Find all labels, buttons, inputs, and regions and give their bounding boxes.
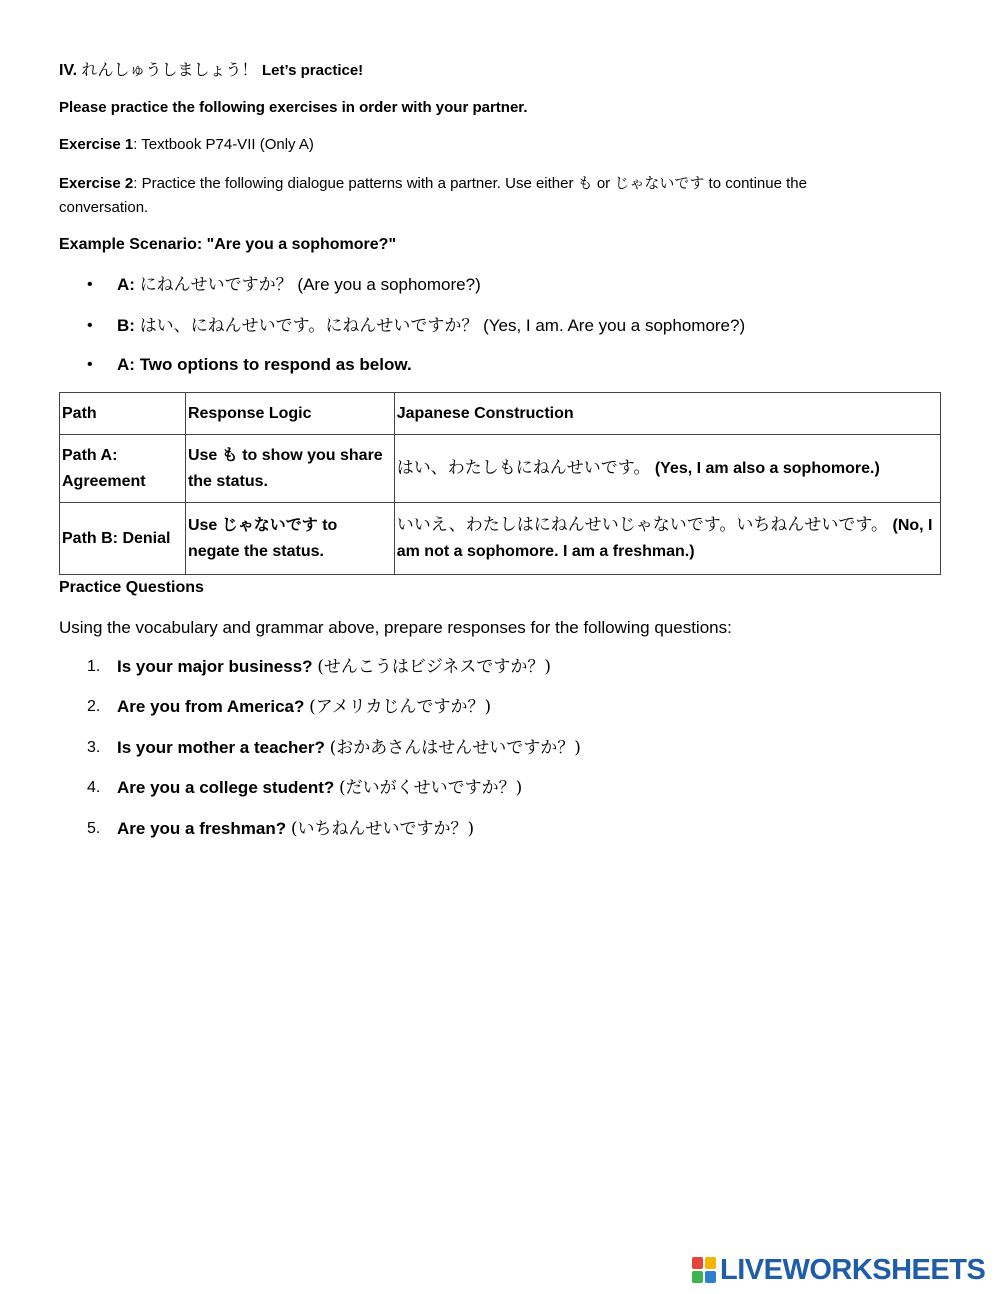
- bullet-icon: •: [87, 276, 93, 293]
- bullet-icon: •: [87, 317, 93, 334]
- question-item: [117, 817, 474, 841]
- logic-cell: [185, 435, 394, 503]
- scenario-title: Example Scenario: "Are you a sophomore?": [59, 236, 397, 253]
- dialogue-japanese: にねんせいですか？: [139, 275, 293, 295]
- exercise-2: [59, 171, 807, 196]
- path-cell: Path A: Agreement: [60, 435, 186, 503]
- logo-block: [692, 1271, 703, 1283]
- exercise-2-mo: も: [577, 174, 593, 192]
- dialogue-english: Two options to respond as below.: [139, 355, 412, 374]
- exercise-2-label: Exercise 2: [59, 175, 134, 192]
- dialogue-line: [117, 314, 745, 338]
- logo-block: [692, 1257, 703, 1269]
- question-english: Are you a college student?: [117, 778, 335, 797]
- construction-english: (Yes, I am also a sophomore.): [654, 460, 880, 477]
- practice-intro: Using the vocabulary and grammar above, prepare responses for the following questions:: [59, 618, 732, 637]
- logo-blocks-icon: [692, 1257, 716, 1283]
- dialogue-line: [117, 353, 412, 377]
- question-item: [117, 655, 551, 679]
- question-number: 5.: [87, 820, 101, 837]
- exercise-2-or: or: [596, 175, 611, 192]
- logic-text: to negate the status.: [187, 517, 338, 560]
- section-heading: [59, 58, 363, 83]
- instruction-text: Please practice the following exercises in order with your partner.: [59, 99, 528, 116]
- dialogue-japanese: はい、にねんせいです。にねんせいですか？: [139, 316, 479, 336]
- exercise-1: [59, 133, 314, 157]
- speaker-label: B:: [117, 316, 135, 335]
- heading-japanese: れんしゅうしましょう！: [81, 60, 258, 79]
- question-english: Is your major business?: [117, 657, 313, 676]
- logo-text: LIVEWORKSHEETS: [720, 1253, 986, 1286]
- dialogue-english: (Are you a sophomore?): [297, 275, 481, 294]
- question-japanese: (だいがくせいですか？): [339, 778, 523, 798]
- question-item: [117, 695, 491, 719]
- practice-title: Practice Questions: [59, 579, 204, 596]
- exercise-2-text-continued: to continue the: [708, 175, 807, 192]
- table-row: [60, 503, 941, 575]
- path-cell: Path B: Denial: [60, 503, 186, 575]
- question-number: 4.: [87, 779, 101, 796]
- dialogue-english: (Yes, I am. Are you a sophomore?): [483, 316, 746, 335]
- table-header: Japanese Construction: [394, 393, 940, 435]
- logic-japanese: じゃないです: [221, 515, 318, 534]
- speaker-label: A:: [117, 275, 135, 294]
- response-table: [59, 392, 941, 575]
- construction-cell: [394, 503, 940, 575]
- question-japanese: (おかあさんはせんせいですか？): [329, 738, 581, 758]
- logic-japanese: も: [221, 445, 238, 464]
- question-english: Is your mother a teacher?: [117, 738, 325, 757]
- table-header: Path: [60, 393, 186, 435]
- construction-japanese: はい、わたしもにねんせいです。: [396, 458, 651, 478]
- logic-text: Use: [187, 447, 218, 464]
- exercise-2-text: : Practice the following dialogue patterns with a partner. Use either: [133, 175, 574, 192]
- question-japanese: (アメリカじんですか？): [309, 697, 492, 717]
- construction-english: (No, I am not a sophomore. I am a freshman.): [396, 517, 933, 560]
- question-item: [117, 776, 522, 800]
- exercise-2-continuation: conversation.: [59, 199, 149, 216]
- table-header-row: [60, 393, 941, 435]
- construction-cell: [394, 435, 940, 503]
- question-number: 3.: [87, 739, 101, 756]
- exercise-2-janai: じゃないです: [614, 174, 705, 192]
- logic-cell: [185, 503, 394, 575]
- heading-number: IV.: [59, 62, 78, 79]
- question-english: Are you from America?: [117, 697, 305, 716]
- speaker-label: A:: [117, 355, 135, 374]
- question-japanese: (せんこうはビジネスですか？): [317, 657, 552, 677]
- table-header: Response Logic: [185, 393, 394, 435]
- liveworksheets-logo[interactable]: [692, 1254, 985, 1286]
- construction-japanese: いいえ、わたしはにねんせいじゃないです。いちねんせいです。: [396, 515, 889, 535]
- question-english: Are you a freshman?: [117, 819, 287, 838]
- question-japanese: (いちねんせいですか？): [290, 819, 475, 839]
- logo-block: [705, 1257, 716, 1269]
- bullet-icon: •: [87, 356, 93, 373]
- logo-block: [705, 1271, 716, 1283]
- question-item: [117, 736, 581, 760]
- question-number: 1.: [87, 658, 101, 675]
- question-number: 2.: [87, 698, 101, 715]
- heading-english: Let’s practice!: [262, 62, 364, 79]
- logic-text: Use: [187, 517, 218, 534]
- dialogue-line: [117, 273, 481, 297]
- table-row: [60, 435, 941, 503]
- exercise-1-label: Exercise 1: [59, 136, 134, 153]
- exercise-1-text: : Textbook P74-VII (Only A): [133, 136, 314, 153]
- logic-text: to show you share the status.: [187, 447, 383, 490]
